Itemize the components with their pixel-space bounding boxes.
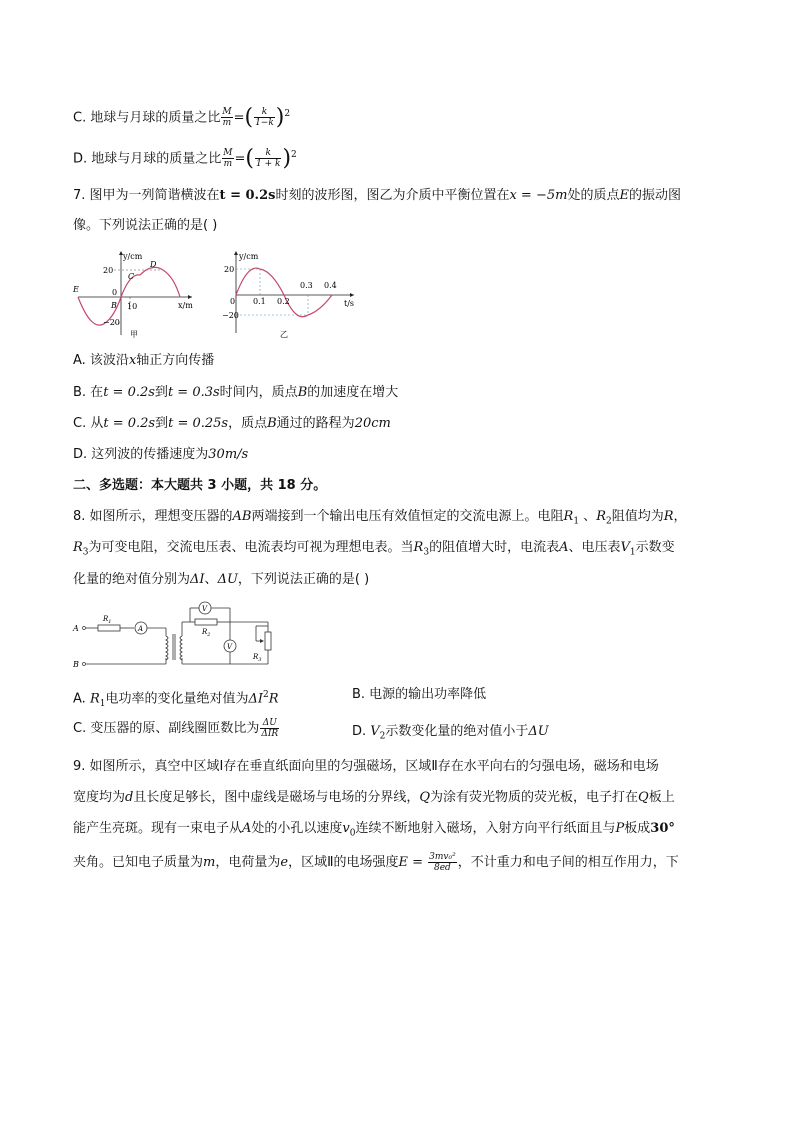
q8-option-d: D. $V_2$示数变化量的绝对值小于ΔU bbox=[352, 724, 549, 742]
circuit-voltmeter-v1-label: V bbox=[202, 605, 208, 613]
jia-pt-e: E bbox=[73, 285, 79, 294]
yi-t1: 0.1 bbox=[253, 297, 266, 306]
jia-xtick: 10 bbox=[127, 302, 138, 311]
circuit-r2-label: $R_2$ bbox=[202, 628, 211, 638]
q7-stem-line1: 7. 图甲为一列简谐横波在t = 0.2s时刻的波形图，图乙为介质中平衡位置在x = −5m处的质点E的振动图 bbox=[73, 188, 681, 203]
yi-t3: 0.3 bbox=[300, 281, 313, 290]
circuit-voltmeter-v2-label: V bbox=[227, 643, 233, 651]
circuit-terminal-b: B bbox=[73, 660, 79, 669]
q8-option-c: C. 变压器的原、副线圈匝数比为 $\frac{\Delta U}{\text{ΔIR}}$ bbox=[73, 718, 279, 739]
yi-origin: 0 bbox=[230, 297, 236, 306]
q7-option-b: B. 在t = 0.2s到t = 0.3s时间内，质点B的加速度在增大 bbox=[73, 385, 399, 400]
jia-pt-d: D bbox=[150, 260, 157, 269]
q9-stem-line2: 宽度均为d且长度足够长，图中虚线是磁场与电场的分界线，Q为涂有荧光物质的荧光板，电子打在Q板上 bbox=[73, 790, 675, 805]
yi-t2: 0.2 bbox=[277, 297, 290, 306]
jia-ytop: 20 bbox=[103, 266, 114, 275]
yi-ybot: −20 bbox=[222, 311, 239, 320]
yi-xlabel: t/s bbox=[344, 299, 355, 308]
jia-ylabel: y/cm bbox=[123, 252, 143, 261]
yi-ylabel: y/cm bbox=[239, 252, 259, 261]
jia-pt-c: C bbox=[128, 272, 135, 281]
circuit-r1-label: $R_1$ bbox=[103, 615, 112, 625]
q9-stem-line3: 能产生亮斑。现有一束电子从A处的小孔以速度$v_0$连续不断地射入磁场，入射方向平行纸面且与P板成30° bbox=[73, 821, 675, 839]
q8-stem-line1: 8. 如图所示，理想变压器的AB两端接到一个输出电压有效值恒定的交流电源上。电阻$R_1$ 、$R_2$阻值均为R， bbox=[73, 509, 687, 527]
q9-stem-line4: 夹角。已知电子质量为m，电荷量为e，区域Ⅱ的电场强度E = $\frac{\text{3mv₀²}}{8ed}$ ，不计重力和电子间的相互作用力，下 bbox=[73, 852, 679, 873]
q8-stem-line2: $R_3$为可变电阻，交流电压表、电流表均可视为理想电表。当$R_3$的阻值增大时，电流表A、电压表$V_1$示数变 bbox=[73, 540, 675, 558]
q7-wave-graph-jia bbox=[70, 245, 200, 340]
yi-caption: 乙 bbox=[280, 330, 288, 339]
q7-option-d: D. 这列波的传播速度为30m/s bbox=[73, 447, 249, 462]
q7-option-a: A. 该波沿x轴正方向传播 bbox=[73, 353, 215, 368]
yi-ytop: 20 bbox=[224, 265, 235, 274]
jia-ybot: −20 bbox=[103, 318, 120, 327]
jia-origin: 0 bbox=[112, 288, 118, 297]
q8-circuit-diagram bbox=[70, 600, 280, 675]
q7-vibration-graph-yi bbox=[222, 245, 362, 340]
jia-caption: 甲 bbox=[130, 330, 138, 339]
section-heading-multi-choice: 二、多选题：本大题共 3 小题，共 18 分。 bbox=[73, 478, 327, 493]
circuit-ammeter-label: A bbox=[138, 625, 144, 633]
q9-stem-line1: 9. 如图所示，真空中区域Ⅰ存在垂直纸面向里的匀强磁场，区域Ⅱ存在水平向右的匀强电场，磁场和电场 bbox=[73, 759, 659, 774]
q8-stem-line3: 化量的绝对值分别为ΔI、ΔU，下列说法正确的是( ) bbox=[73, 572, 370, 587]
q8-option-a: A. $R_1$电功率的变化量绝对值为$\Delta I^2R$ bbox=[73, 690, 279, 709]
q6-option-c: C. 地球与月球的质量之比 $\frac{M}{m}$ =( $\frac{k}{1-k}$ )$^2$ bbox=[73, 104, 291, 130]
jia-pt-b: B bbox=[111, 301, 117, 310]
q6-option-d: D. 地球与月球的质量之比 $\frac{M}{m}$ =( $\frac{k}{1 + k}$ )$^2$ bbox=[73, 145, 297, 171]
q7-option-c: C. 从t = 0.2s到t = 0.25s，质点B通过的路程为20cm bbox=[73, 416, 391, 431]
q7-stem-line2: 像。下列说法正确的是( ) bbox=[73, 218, 218, 233]
yi-t4: 0.4 bbox=[324, 281, 337, 290]
circuit-r3-label: $R_3$ bbox=[253, 653, 262, 663]
circuit-terminal-a: A bbox=[73, 624, 79, 633]
jia-xlabel: x/m bbox=[178, 301, 193, 310]
q8-option-b: B. 电源的输出功率降低 bbox=[352, 687, 487, 702]
